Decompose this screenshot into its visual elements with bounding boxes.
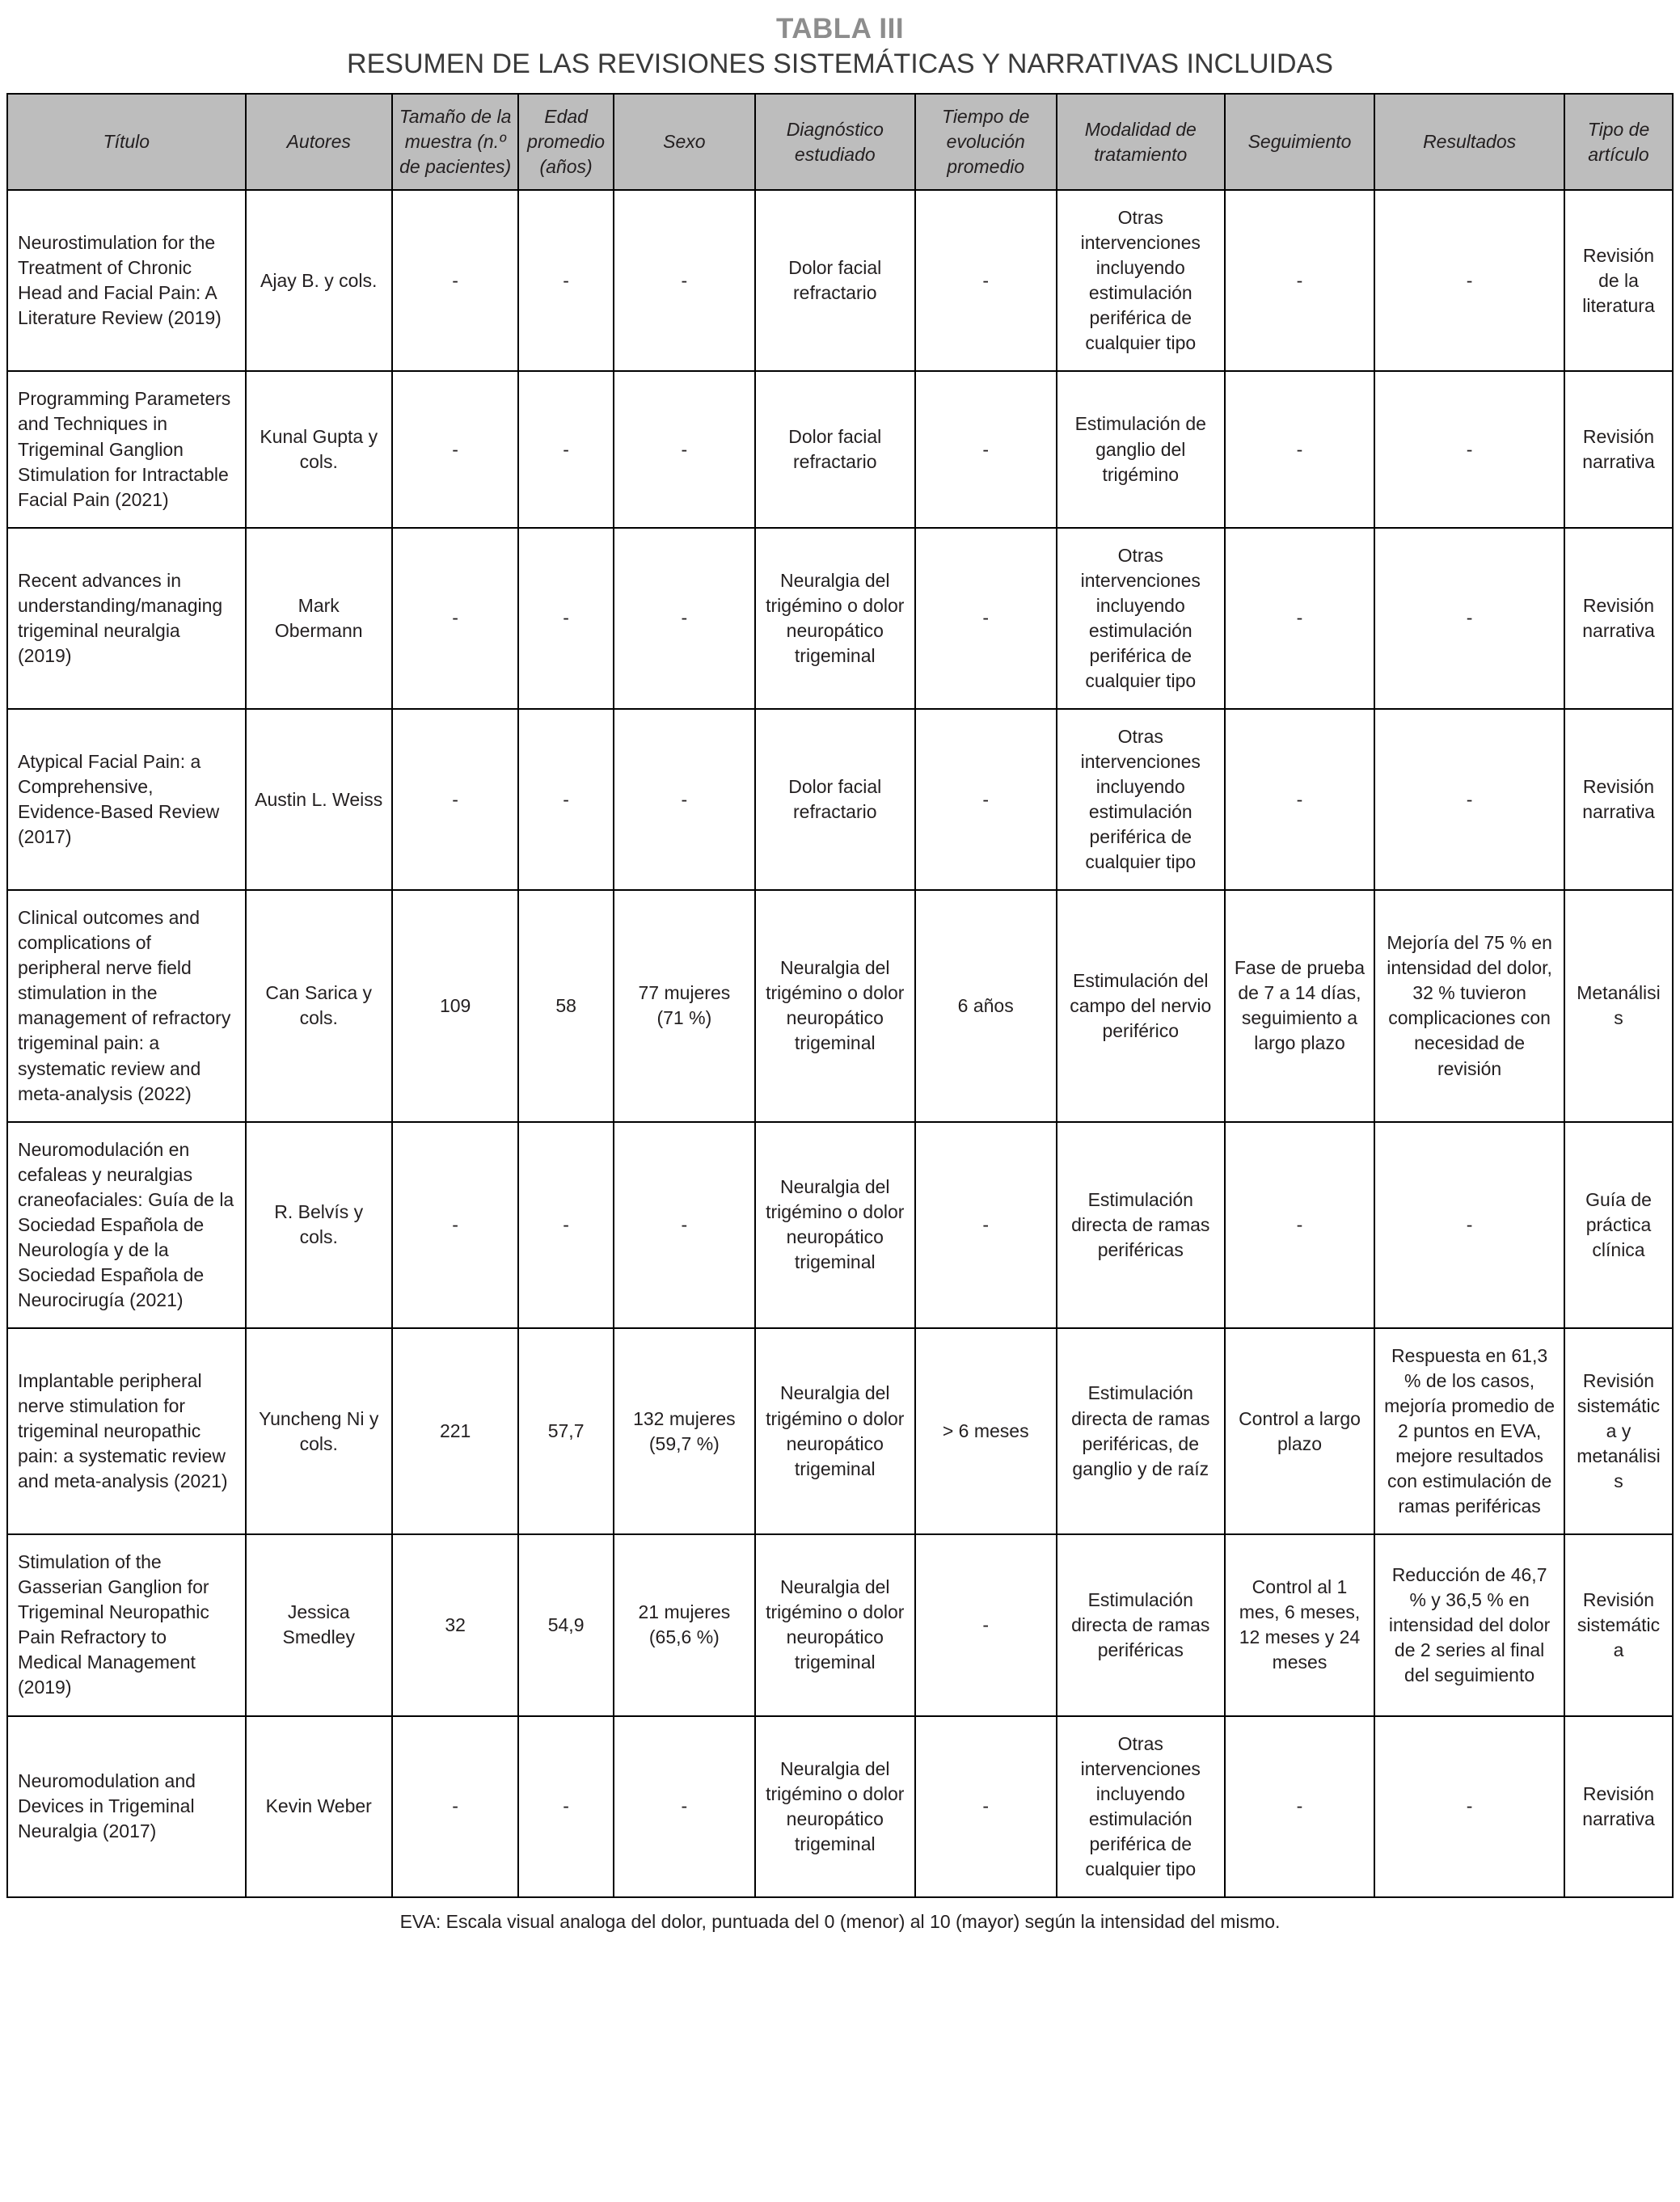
- table-cell: Neuralgia del trigémino o dolor neuropático trigeminal: [755, 1122, 915, 1328]
- table-cell: -: [1374, 190, 1564, 371]
- table-row: [7, 1534, 1673, 1715]
- table-cell: -: [392, 190, 519, 371]
- column-header: Autores: [246, 94, 392, 190]
- column-header: Tiempo de evolución promedio: [915, 94, 1057, 190]
- table-cell: -: [1225, 528, 1374, 709]
- table-cell: Revisión narrativa: [1564, 371, 1673, 527]
- cell-titulo: Clinical outcomes and complications of peripheral nerve field stimulation in the management of refractory trigeminal pain: a systematic review and meta-analysis (2022): [7, 890, 246, 1121]
- table-cell: -: [915, 709, 1057, 890]
- table-cell: -: [518, 1716, 613, 1897]
- table-cell: Estimulación del campo del nervio periférico: [1057, 890, 1225, 1121]
- table-row: [7, 190, 1673, 371]
- table-cell: R. Belvís y cols.: [246, 1122, 392, 1328]
- table-cell: Guía de práctica clínica: [1564, 1122, 1673, 1328]
- table-cell: Otras intervenciones incluyendo estimulación periférica de cualquier tipo: [1057, 190, 1225, 371]
- table-cell: Estimulación directa de ramas periféricas: [1057, 1122, 1225, 1328]
- table-head: [7, 94, 1673, 190]
- cell-titulo: Programming Parameters and Techniques in Trigeminal Ganglion Stimulation for Intractable Facial Pain (2021): [7, 371, 246, 527]
- cell-titulo: Neuromodulation and Devices in Trigeminal Neuralgia (2017): [7, 1716, 246, 1897]
- table-cell: -: [915, 528, 1057, 709]
- table-cell: 109: [392, 890, 519, 1121]
- table-cell: 54,9: [518, 1534, 613, 1715]
- table-row: [7, 709, 1673, 890]
- table-cell: Metanálisis: [1564, 890, 1673, 1121]
- table-cell: -: [614, 709, 755, 890]
- table-cell: -: [614, 371, 755, 527]
- column-header: Modalidad de tratamiento: [1057, 94, 1225, 190]
- table-cell: -: [915, 190, 1057, 371]
- table-row: [7, 890, 1673, 1121]
- table-cell: Kevin Weber: [246, 1716, 392, 1897]
- table-cell: -: [614, 1122, 755, 1328]
- table-cell: Revisión de la literatura: [1564, 190, 1673, 371]
- table-cell: -: [518, 190, 613, 371]
- table-cell: -: [614, 190, 755, 371]
- table-cell: Control al 1 mes, 6 meses, 12 meses y 24 meses: [1225, 1534, 1374, 1715]
- table-cell: Control a largo plazo: [1225, 1328, 1374, 1534]
- table-label: TABLA III: [775, 13, 905, 44]
- table-cell: -: [392, 1122, 519, 1328]
- column-header: Resultados: [1374, 94, 1564, 190]
- table-cell: -: [1225, 1122, 1374, 1328]
- table-cell: -: [392, 709, 519, 890]
- column-header: Edad promedio (años): [518, 94, 613, 190]
- table-cell: -: [518, 371, 613, 527]
- table-cell: -: [614, 528, 755, 709]
- table-cell: > 6 meses: [915, 1328, 1057, 1534]
- table-cell: -: [915, 1716, 1057, 1897]
- table-cell: -: [915, 1534, 1057, 1715]
- table-cell: -: [915, 371, 1057, 527]
- table-row: [7, 1328, 1673, 1534]
- table-subtitle: RESUMEN DE LAS REVISIONES SISTEMÁTICAS Y NARRATIVAS INCLUIDAS: [347, 49, 1333, 79]
- table-cell: Revisión sistemática: [1564, 1534, 1673, 1715]
- table-cell: Revisión sistemática y metanálisis: [1564, 1328, 1673, 1534]
- table-cell: 57,7: [518, 1328, 613, 1534]
- table-body: [7, 190, 1673, 1897]
- table-cell: -: [518, 528, 613, 709]
- table-cell: Dolor facial refractario: [755, 709, 915, 890]
- table-cell: Otras intervenciones incluyendo estimulación periférica de cualquier tipo: [1057, 528, 1225, 709]
- table-cell: -: [1374, 371, 1564, 527]
- table-cell: -: [1374, 1122, 1564, 1328]
- table-cell: 32: [392, 1534, 519, 1715]
- table-row: [7, 371, 1673, 527]
- table-cell: Revisión narrativa: [1564, 709, 1673, 890]
- cell-titulo: Neuromodulación en cefaleas y neuralgias craneofaciales: Guía de la Sociedad Española de Neurología y de la Sociedad Española de Neurocirugía (2021): [7, 1122, 246, 1328]
- table-cell: Neuralgia del trigémino o dolor neuropático trigeminal: [755, 528, 915, 709]
- table-header-row: [7, 94, 1673, 190]
- cell-titulo: Neurostimulation for the Treatment of Chronic Head and Facial Pain: A Literature Review (2019): [7, 190, 246, 371]
- table-cell: -: [392, 528, 519, 709]
- column-header: Sexo: [614, 94, 755, 190]
- table-cell: Neuralgia del trigémino o dolor neuropático trigeminal: [755, 1534, 915, 1715]
- cell-titulo: Implantable peripheral nerve stimulation for trigeminal neuropathic pain: a systematic review and meta-analysis (2021): [7, 1328, 246, 1534]
- table-cell: Mejoría del 75 % en intensidad del dolor, 32 % tuvieron complicaciones con necesidad de revisión: [1374, 890, 1564, 1121]
- reviews-summary-table: [6, 93, 1674, 1898]
- table-cell: -: [614, 1716, 755, 1897]
- table-cell: -: [392, 371, 519, 527]
- table-cell: Mark Obermann: [246, 528, 392, 709]
- table-cell: Neuralgia del trigémino o dolor neuropático trigeminal: [755, 1328, 915, 1534]
- table-cell: Dolor facial refractario: [755, 371, 915, 527]
- table-cell: -: [518, 709, 613, 890]
- table-cell: Otras intervenciones incluyendo estimulación periférica de cualquier tipo: [1057, 709, 1225, 890]
- table-cell: -: [1374, 528, 1564, 709]
- table-cell: Otras intervenciones incluyendo estimulación periférica de cualquier tipo: [1057, 1716, 1225, 1897]
- table-cell: 58: [518, 890, 613, 1121]
- table-cell: -: [1225, 1716, 1374, 1897]
- column-header: Tamaño de la muestra (n.º de pacientes): [392, 94, 519, 190]
- cell-titulo: Stimulation of the Gasserian Ganglion for Trigeminal Neuropathic Pain Refractory to Medical Management (2019): [7, 1534, 246, 1715]
- table-cell: Jessica Smedley: [246, 1534, 392, 1715]
- column-header: Título: [7, 94, 246, 190]
- table-cell: Dolor facial refractario: [755, 190, 915, 371]
- column-header: Seguimiento: [1225, 94, 1374, 190]
- table-cell: Yuncheng Ni y cols.: [246, 1328, 392, 1534]
- table-cell: Estimulación de ganglio del trigémino: [1057, 371, 1225, 527]
- table-cell: Reducción de 46,7 % y 36,5 % en intensidad del dolor de 2 series al final del seguimiento: [1374, 1534, 1564, 1715]
- table-cell: Neuralgia del trigémino o dolor neuropático trigeminal: [755, 1716, 915, 1897]
- table-cell: Can Sarica y cols.: [246, 890, 392, 1121]
- column-header: Diagnóstico estudiado: [755, 94, 915, 190]
- table-cell: -: [1225, 709, 1374, 890]
- table-row: [7, 1122, 1673, 1328]
- table-cell: 21 mujeres (65,6 %): [614, 1534, 755, 1715]
- table-cell: Revisión narrativa: [1564, 1716, 1673, 1897]
- title-block: [6, 13, 1674, 80]
- table-cell: -: [915, 1122, 1057, 1328]
- table-cell: Ajay B. y cols.: [246, 190, 392, 371]
- table-cell: -: [1225, 371, 1374, 527]
- table-cell: 132 mujeres (59,7 %): [614, 1328, 755, 1534]
- table-cell: -: [1374, 709, 1564, 890]
- table-cell: Estimulación directa de ramas periféricas: [1057, 1534, 1225, 1715]
- table-cell: -: [1374, 1716, 1564, 1897]
- table-row: [7, 1716, 1673, 1897]
- footnote: EVA: Escala visual analoga del dolor, puntuada del 0 (menor) al 10 (mayor) según la intensidad del mismo.: [399, 1910, 1281, 1932]
- table-cell: Revisión narrativa: [1564, 528, 1673, 709]
- table-cell: 6 años: [915, 890, 1057, 1121]
- cell-titulo: Recent advances in understanding/managing trigeminal neuralgia (2019): [7, 528, 246, 709]
- table-cell: 77 mujeres (71 %): [614, 890, 755, 1121]
- table-cell: -: [1225, 190, 1374, 371]
- table-cell: Fase de prueba de 7 a 14 días, seguimiento a largo plazo: [1225, 890, 1374, 1121]
- table-cell: Austin L. Weiss: [246, 709, 392, 890]
- table-cell: Kunal Gupta y cols.: [246, 371, 392, 527]
- table-cell: Respuesta en 61,3 % de los casos, mejoría promedio de 2 puntos en EVA, mejore resultados con estimulación de ramas periféricas: [1374, 1328, 1564, 1534]
- table-cell: 221: [392, 1328, 519, 1534]
- table-row: [7, 528, 1673, 709]
- table-cell: Neuralgia del trigémino o dolor neuropático trigeminal: [755, 890, 915, 1121]
- table-cell: -: [392, 1716, 519, 1897]
- cell-titulo: Atypical Facial Pain: a Comprehensive, Evidence-Based Review (2017): [7, 709, 246, 890]
- column-header: Tipo de artículo: [1564, 94, 1673, 190]
- table-cell: Estimulación directa de ramas periféricas, de ganglio y de raíz: [1057, 1328, 1225, 1534]
- table-cell: -: [518, 1122, 613, 1328]
